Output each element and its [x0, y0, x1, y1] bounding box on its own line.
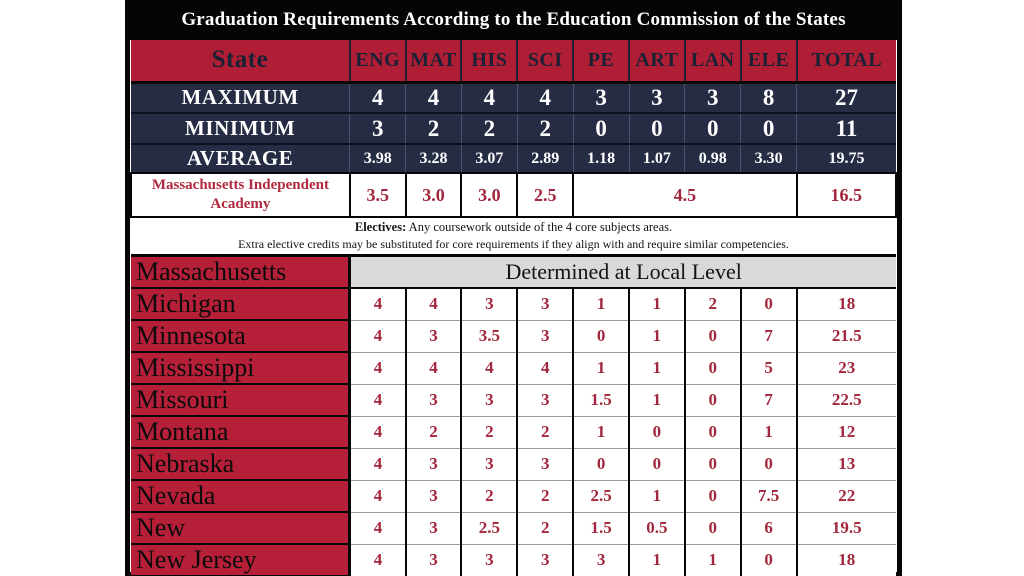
summary-value: 27: [797, 82, 896, 113]
column-header-ele: ELE: [741, 40, 797, 82]
state-value: 1: [629, 320, 685, 352]
state-value: 2: [406, 416, 462, 448]
state-value: 4: [350, 544, 406, 576]
state-value: 0: [685, 352, 741, 384]
summary-value: 3: [350, 113, 406, 144]
state-value: 4: [406, 352, 462, 384]
state-name: Nebraska: [131, 448, 350, 480]
summary-value: 8: [741, 82, 797, 113]
state-value: 21.5: [797, 320, 896, 352]
state-row-montana: [131, 416, 896, 448]
state-value: 3: [406, 480, 462, 512]
state-value: 3: [461, 288, 517, 320]
state-value: 1: [629, 544, 685, 576]
academy-total: 16.5: [797, 173, 896, 217]
academy-value: 2.5: [517, 173, 573, 217]
state-value: 0: [629, 416, 685, 448]
state-value: 3: [406, 448, 462, 480]
summary-value: 2: [406, 113, 462, 144]
requirements-table: [130, 40, 897, 576]
column-header-eng: ENG: [350, 40, 406, 82]
academy-value: 3.0: [406, 173, 462, 217]
summary-value: 0: [741, 113, 797, 144]
summary-value: 0: [629, 113, 685, 144]
state-value: 3: [517, 544, 573, 576]
state-value: 3: [406, 544, 462, 576]
academy-merged-value: 4.5: [573, 173, 796, 217]
summary-value: 2.89: [517, 144, 573, 173]
state-name: Missouri: [131, 384, 350, 416]
state-value: 4: [350, 384, 406, 416]
state-value: 1: [629, 288, 685, 320]
summary-value: 3: [629, 82, 685, 113]
state-value: 0: [629, 448, 685, 480]
summary-value: 4: [517, 82, 573, 113]
summary-value: 3: [685, 82, 741, 113]
state-value: 18: [797, 288, 896, 320]
state-name: New Jersey: [131, 544, 350, 576]
state-value: 1: [629, 352, 685, 384]
state-value: 3: [406, 512, 462, 544]
determined-local-level-cell: Determined at Local Level: [350, 255, 896, 288]
state-value: 1.5: [573, 512, 629, 544]
state-value: 1: [685, 544, 741, 576]
electives-note-row: [131, 217, 896, 255]
state-value: 1: [629, 480, 685, 512]
summary-value: 3.98: [350, 144, 406, 173]
state-value: 3: [406, 384, 462, 416]
column-header-sci: SCI: [517, 40, 573, 82]
summary-value: 3.07: [461, 144, 517, 173]
electives-note: [131, 217, 896, 255]
state-row-new-jersey: [131, 544, 896, 576]
state-name: Montana: [131, 416, 350, 448]
state-value: 22.5: [797, 384, 896, 416]
state-value: 1: [573, 352, 629, 384]
column-header-art: ART: [629, 40, 685, 82]
summary-value: 0.98: [685, 144, 741, 173]
state-row-new: [131, 512, 896, 544]
state-value: 2: [517, 512, 573, 544]
state-value: 0: [741, 288, 797, 320]
state-value: 3: [461, 544, 517, 576]
column-header-lan: LAN: [685, 40, 741, 82]
state-value: 0: [685, 480, 741, 512]
state-value: 4: [350, 448, 406, 480]
state-name: Nevada: [131, 480, 350, 512]
state-name: New: [131, 512, 350, 544]
state-value: 6: [741, 512, 797, 544]
electives-line1-text: Any coursework outside of the 4 core subjects areas.: [406, 219, 673, 234]
column-header-state: State: [131, 40, 350, 82]
column-header-mat: MAT: [406, 40, 462, 82]
summary-value: 1.07: [629, 144, 685, 173]
state-value: 4: [350, 512, 406, 544]
academy-row: [131, 173, 896, 217]
state-value: 3: [517, 448, 573, 480]
state-value: 0: [741, 448, 797, 480]
academy-value: 3.5: [350, 173, 406, 217]
academy-value: 3.0: [461, 173, 517, 217]
summary-row-maximum: [131, 82, 896, 113]
state-value: 1: [629, 384, 685, 416]
table-title: Graduation Requirements According to the Education Commission of the States: [130, 0, 897, 40]
state-name: Minnesota: [131, 320, 350, 352]
state-value: 4: [350, 352, 406, 384]
state-name: Massachusetts: [131, 255, 350, 288]
column-header-pe: PE: [573, 40, 629, 82]
summary-value: 0: [685, 113, 741, 144]
summary-value: 3.30: [741, 144, 797, 173]
state-value: 19.5: [797, 512, 896, 544]
state-value: 2.5: [461, 512, 517, 544]
state-value: 1: [741, 416, 797, 448]
summary-value: 0: [573, 113, 629, 144]
state-value: 3: [406, 320, 462, 352]
state-value: 2: [517, 416, 573, 448]
state-value: 4: [350, 288, 406, 320]
state-value: 7: [741, 384, 797, 416]
state-value: 4: [517, 352, 573, 384]
electives-bold-label: Electives:: [354, 219, 407, 234]
column-header-his: HIS: [461, 40, 517, 82]
state-value: 2: [461, 480, 517, 512]
state-value: 1: [573, 416, 629, 448]
requirements-table-panel: [125, 0, 902, 576]
state-value: 5: [741, 352, 797, 384]
state-value: 0: [685, 416, 741, 448]
state-name: Mississippi: [131, 352, 350, 384]
state-row-michigan: [131, 288, 896, 320]
summary-value: 4: [350, 82, 406, 113]
state-value: 3: [461, 448, 517, 480]
state-value: 7.5: [741, 480, 797, 512]
state-value: 13: [797, 448, 896, 480]
summary-value: 2: [461, 113, 517, 144]
state-value: 3: [573, 544, 629, 576]
state-value: 2: [685, 288, 741, 320]
state-value: 0: [685, 320, 741, 352]
academy-name: Massachusetts Independent Academy: [131, 173, 350, 217]
summary-label: AVERAGE: [131, 144, 350, 173]
state-value: 2: [517, 480, 573, 512]
state-value: 18: [797, 544, 896, 576]
state-value: 1.5: [573, 384, 629, 416]
state-value: 0: [685, 384, 741, 416]
state-value: 0: [573, 448, 629, 480]
state-value: 3: [461, 384, 517, 416]
header-row: [131, 40, 896, 82]
state-value: 4: [461, 352, 517, 384]
state-value: 3: [517, 384, 573, 416]
summary-value: 4: [406, 82, 462, 113]
summary-row-average: [131, 144, 896, 173]
state-value: 0: [741, 544, 797, 576]
state-row-minnesota: [131, 320, 896, 352]
summary-value: 4: [461, 82, 517, 113]
state-value: 1: [573, 288, 629, 320]
state-value: 7: [741, 320, 797, 352]
state-value: 3: [517, 320, 573, 352]
summary-value: 1.18: [573, 144, 629, 173]
state-value: 0.5: [629, 512, 685, 544]
summary-value: 19.75: [797, 144, 896, 173]
state-row-mississippi: [131, 352, 896, 384]
state-value: 3: [517, 288, 573, 320]
state-row-nevada: [131, 480, 896, 512]
state-value: 0: [685, 448, 741, 480]
column-header-total: TOTAL: [797, 40, 896, 82]
table-body: [131, 82, 896, 576]
summary-row-minimum: [131, 113, 896, 144]
massachusetts-row: [131, 255, 896, 288]
state-row-missouri: [131, 384, 896, 416]
state-value: 12: [797, 416, 896, 448]
table-header: [131, 40, 896, 82]
state-value: 4: [350, 480, 406, 512]
state-value: 0: [573, 320, 629, 352]
state-value: 4: [406, 288, 462, 320]
summary-value: 3: [573, 82, 629, 113]
state-row-nebraska: [131, 448, 896, 480]
state-value: 2: [461, 416, 517, 448]
electives-line-2: Extra elective credits may be substituted for core requirements if they align with and require similar competencies.: [238, 236, 789, 251]
summary-value: 3.28: [406, 144, 462, 173]
state-value: 4: [350, 320, 406, 352]
state-value: 2.5: [573, 480, 629, 512]
summary-label: MAXIMUM: [131, 82, 350, 113]
summary-value: 2: [517, 113, 573, 144]
state-value: 3.5: [461, 320, 517, 352]
state-name: Michigan: [131, 288, 350, 320]
summary-label: MINIMUM: [131, 113, 350, 144]
state-value: 0: [685, 512, 741, 544]
summary-value: 11: [797, 113, 896, 144]
electives-line-1: [131, 220, 896, 235]
state-value: 23: [797, 352, 896, 384]
state-value: 22: [797, 480, 896, 512]
state-value: 4: [350, 416, 406, 448]
